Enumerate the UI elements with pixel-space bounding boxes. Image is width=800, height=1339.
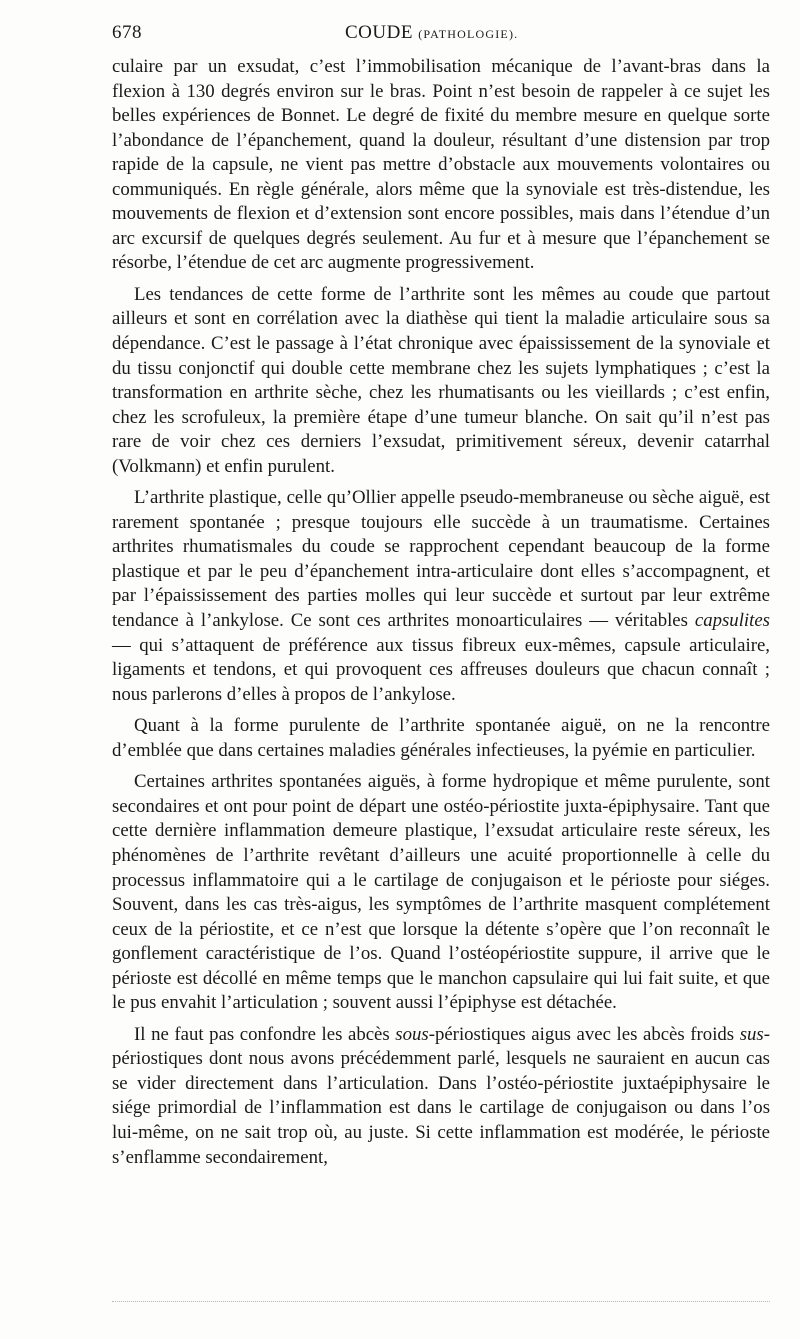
text-run: L’arthrite plastique, celle qu’Ollier appelle pseudo-membraneuse ou sèche aiguë, est rarement spontanée ; presque toujours elle succède à un traumatisme. Certaines arthrites rhumatismales du coude se rapprochent cependant beaucoup de la forme plastique et par le peu d’épanchement intra-articulaire dont elles s’accompagnent, et par l’épaississement des parties molles qui leur succède et surtout par leur extrême tendance à l’ankylose. Ce sont ces arthrites monoarticulaires — véritables — [112, 487, 770, 632]
paragraph-forme-purulente: Quant à la forme purulente de l’arthrite spontanée aiguë, on ne la rencontre d’emblée que dans certaines maladies générales infectieuses, la pyémie en particulier. — [112, 715, 770, 761]
paragraph-arthrite-plastique — [112, 486, 770, 707]
page-number: 678 — [112, 22, 142, 43]
running-title-subtitle: (PATHOLOGIE). — [418, 27, 519, 41]
running-title — [345, 22, 518, 44]
paragraph-arthrite-tendances: Les tendances de cette forme de l’arthrite sont les mêmes au coude que partout ailleurs et sont en corrélation avec la diathèse qui tient la maladie articulaire sous sa dépendance. C’est le passage à l’état chronique avec épaississement de la synoviale et du tissu conjonctif qui double cette membrane chez les sujets lymphatiques ; c’est la transformation en arthrite sèche, chez les rhumatisants ou les vieillards ; c’est enfin, chez les scrofuleux, la première étape d’une tumeur blanche. On sait qu’il n’est pas rare de voir chez ces derniers l’exsudat, primitivement séreux, devenir catarrhal (Volkmann) et enfin purulent. — [112, 283, 770, 477]
footer-dotted-rule — [112, 1301, 770, 1302]
paragraph-abces — [112, 1023, 770, 1170]
italic-term: sous — [395, 1023, 429, 1045]
text-run: -périostiques dont nous avons précédemment parlé, lesquels ne sauraient en aucun cas se vider directement dans l’articulation. Dans l’ostéo-périostite juxtaépiphysaire le siége primordial de l’inflammation est dans le cartilage de conjugaison ou dans l’os lui-même, on ne sait trop où, au juste. Si cette inflammation est modérée, le périoste s’enflamme secondairement, — [112, 1023, 770, 1168]
running-title-main: COUDE — [345, 22, 413, 43]
text-run: Il ne faut pas confondre les abcès — [134, 1023, 396, 1045]
text-run: -périostiques aigus avec les abcès froids — [428, 1023, 740, 1045]
text-run: — qui s’attaquent de préférence aux tissus fibreux eux-mêmes, capsule articulaire, ligaments et tendons, et qui provoquent ces affreuses douleurs que chacun connaît ; nous parlerons d’elles à propos de l’ankylose. — [112, 634, 770, 705]
running-header — [112, 22, 772, 50]
paragraph-arthrites-secondaires: Certaines arthrites spontanées aiguës, à forme hydropique et même purulente, sont secondaires et ont pour point de départ une ostéo-périostite juxta-épiphysaire. Tant que cette dernière inflammation demeure plastique, l’exsudat articulaire reste séreux, les phénomènes de l’arthrite revêtant d’ailleurs une acuité proportionnelle à celle du processus inflammatoire qui a le cartilage de conjugaison et le périoste pour siéges. Souvent, dans les cas très-aigus, les symptômes de l’arthrite masquent complétement ceux de la périostite, et ce n’est que lorsque la détente s’opère que l’on reconnaît le gonflement caractéristique de l’os. Quand l’ostéopériostite suppure, il arrive que le périoste est décollé en même temps que le manchon capsulaire qui lui fait suite, et que le pus envahit l’articulation ; souvent aussi l’épiphyse est détachée. — [112, 771, 770, 1014]
paragraph-continuation: culaire par un exsudat, c’est l’immobilisation mécanique de l’avant-bras dans la flexion à 130 degrés environ sur le bras. Point n’est besoin de rappeler à ce sujet les belles expériences de Bonnet. Le degré de fixité du membre mesure en quelque sorte l’abondance de l’épanchement, quand la douleur, résultant d’une distension par trop rapide de la capsule, ne vient pas mettre d’obstacle aux mouvements volontaires ou communiqués. En règle générale, alors même que la synoviale est très-distendue, les mouvements de flexion et d’extension sont encore possibles, mais dans l’étendue d’un arc excursif de quelques degrés seulement. Au fur et à mesure que l’épanchement se résorbe, l’étendue de cet arc augmente progressivement. — [112, 56, 770, 274]
italic-term: sus — [739, 1023, 764, 1045]
italic-term: capsulites — [694, 610, 770, 632]
body-text — [112, 55, 770, 1177]
